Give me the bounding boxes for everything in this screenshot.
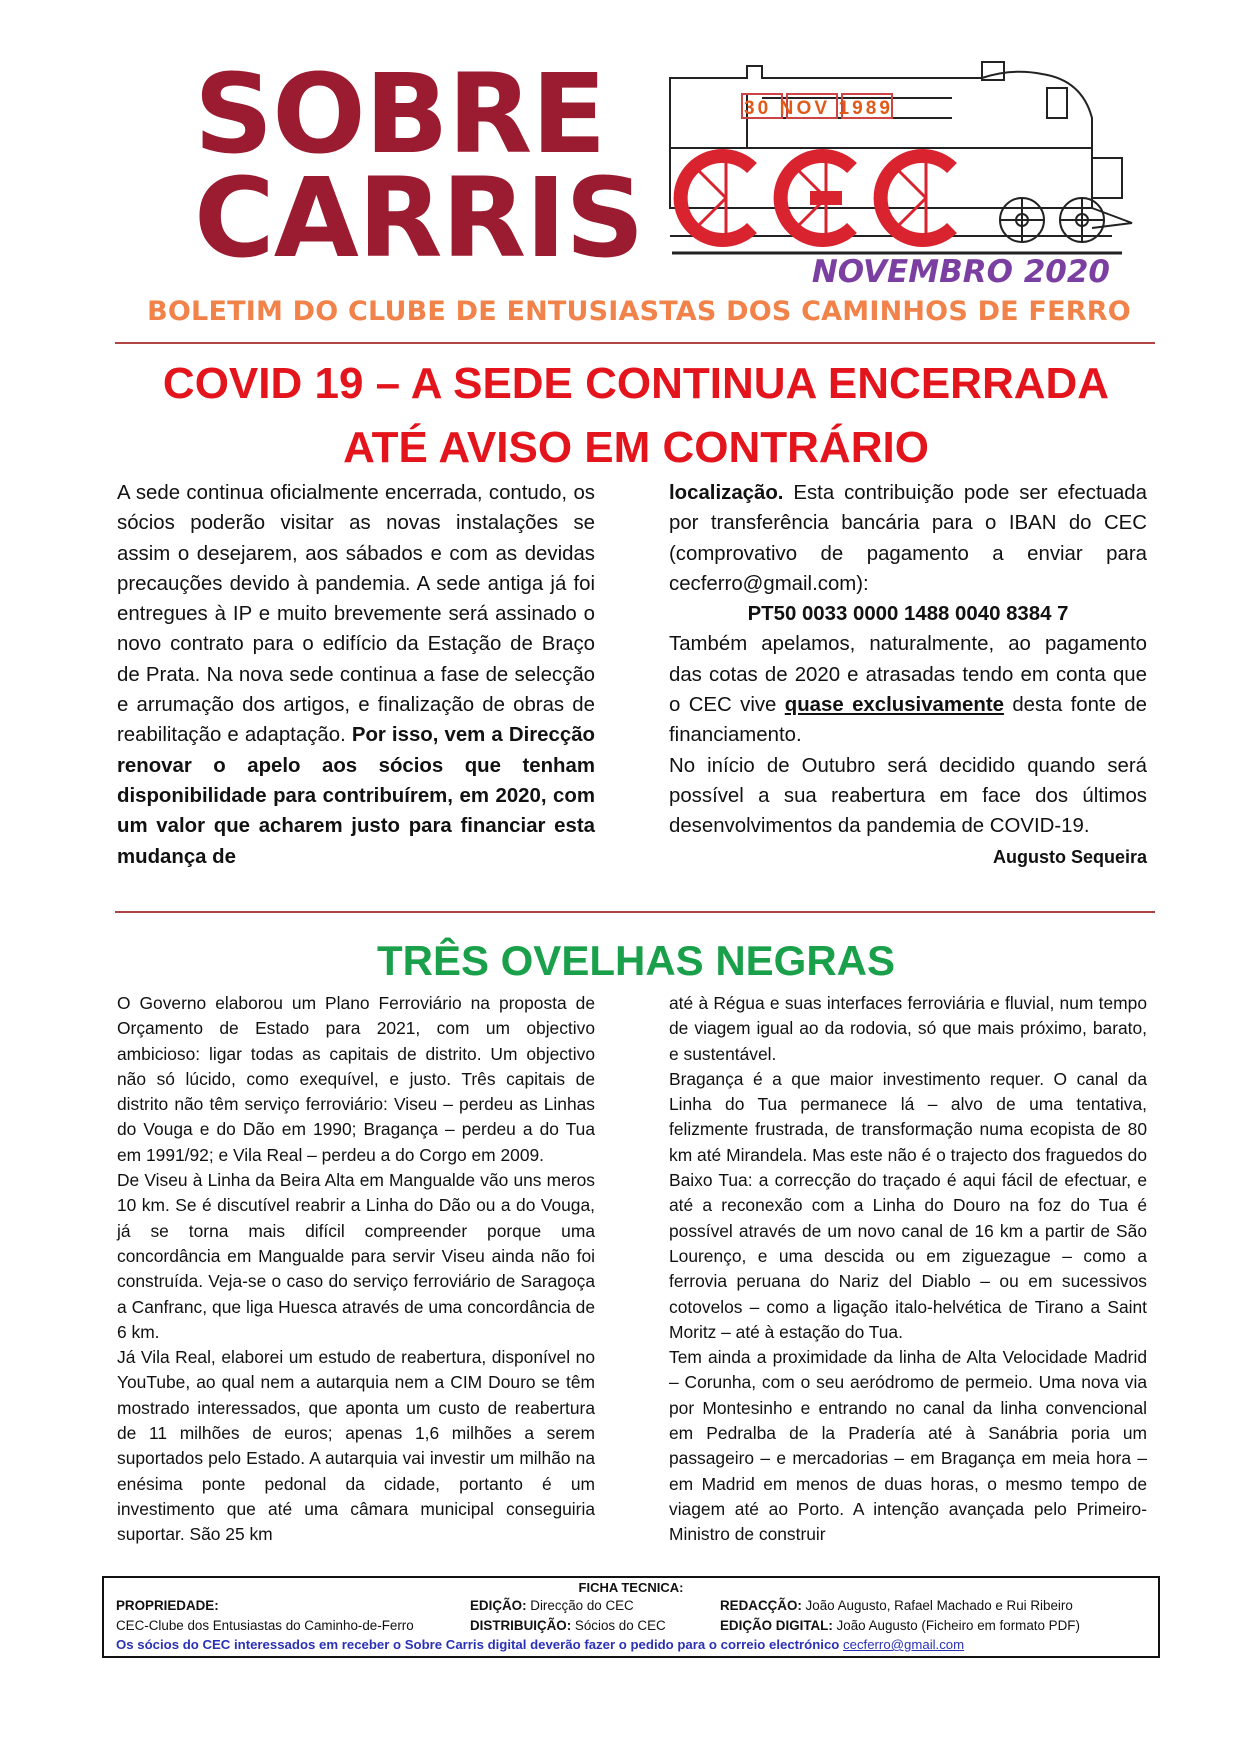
subscription-note: [116, 1637, 964, 1652]
article2-paragraph: até à Régua e suas interfaces ferroviária e fluvial, num tempo de viagem igual ao da rodovia, só que mais próximo, barato, e sustentável.: [669, 993, 1147, 1064]
article1-paragraph: [669, 629, 1147, 750]
article2-headline: TRÊS OVELHAS NEGRAS: [376, 937, 896, 984]
article1-dues-text: Também apelamos, naturalmente, ao pagamento das cotas de 2020 e atrasadas tendo em conta que o CEC vive: [669, 633, 1147, 717]
propriedade-value: CEC-Clube dos Entusiastas do Caminho-de-Ferro: [116, 1618, 414, 1633]
article1-appeal-text: Por isso, vem a Direcção renovar o apelo aos sócios que tenham disponibilidade para contribuírem, em 2020, com um valor que acharem justo para financiar esta mudança de: [117, 724, 595, 868]
propriedade-label: PROPRIEDADE:: [116, 1598, 219, 1613]
edicao-digital-label: EDIÇÃO DIGITAL:: [720, 1618, 833, 1633]
date-badge-text: 30 NOV 1989: [744, 98, 890, 119]
edicao-digital-value: João Augusto (Ficheiro em formato PDF): [832, 1618, 1080, 1633]
masthead: [112, 50, 1160, 356]
edicao-digital-row: [720, 1618, 1080, 1633]
distribuicao-value: Sócios do CEC: [571, 1618, 666, 1633]
distribuicao-row: [470, 1618, 666, 1633]
article1-dues-text-end: desta fonte de financiamento.: [669, 694, 1147, 747]
ficha-tecnica-box: [102, 1576, 1160, 1658]
email-link[interactable]: cecferro@gmail.com: [843, 1637, 965, 1652]
article2-paragraph: Bragança é a que maior investimento requer. O canal da Linha do Tua permanece lá – alvo de uma tentativa, felizmente frustrada, de transformação numa ecopista de 80 km até Mirandela. Mas este não é o trajecto dos fraguedos do Baixo Tua: a correcção do traçado é aqui fácil de efectuar, e até a reconexão com a Linha do Douro na foz do Tua é possível através de um novo canal de 16 km a partir de São Lourenço, e uma descida ou em ziguezague – como a ferrovia peruana do Nariz del Diablo – ou em sucessivos cotovelos – como a ligação italo-helvética de Tirano a Saint Moritz – até à estação do Tua.: [669, 1068, 1147, 1342]
redaccao-row: [720, 1598, 1073, 1613]
article1-transfer-text: Esta contribuição pode ser efectuada por transferência bancária para o IBAN do CEC (comprovativo de pagamento a enviar para cecferro@gmail.com):: [669, 482, 1147, 595]
title-line-1: SOBRE: [194, 50, 606, 178]
subscription-note-text: Os sócios do CEC interessados em receber o Sobre Carris digital deverão fazer o pedido para o correio electrónico: [116, 1637, 844, 1652]
ficha-title: FICHA TECNICA:: [578, 1580, 684, 1595]
edicao-value: Direcção do CEC: [526, 1598, 634, 1613]
article1-headline: [112, 352, 1160, 480]
article2-right-column: [669, 991, 1147, 1548]
article1-appeal-end: localização.: [669, 482, 784, 504]
redaccao-value: João Augusto, Rafael Machado e Rui Ribeiro: [801, 1598, 1073, 1613]
issue-date: NOVEMBRO 2020: [811, 254, 1110, 290]
article1-paragraph: [117, 478, 595, 872]
header-divider: [115, 342, 1155, 344]
article1-left-column: [117, 478, 595, 872]
edicao-row: [470, 1598, 634, 1613]
article1-right-column: [669, 478, 1147, 872]
section-divider: [115, 911, 1155, 913]
steam-locomotive-illustration: [652, 58, 1142, 258]
article1-paragraph: [669, 478, 1147, 599]
article2-paragraph: Tem ainda a proximidade da linha de Alta Velocidade Madrid – Corunha, com o seu aeródromo de permeio. Uma nova via por Montesinho e entrando no canal da linha convencional em Pedralba de la Pradería até à Sanábria poria um passageiro – e mercadorias – em Bragança em meia hora – em Madrid em menos de duas horas, o mesmo tempo de viagem até ao Porto. A intenção avançada pelo Primeiro-Ministro de construir: [669, 1347, 1147, 1545]
article2-paragraph: O Governo elaborou um Plano Ferroviário na proposta de Orçamento de Estado para 2021, com um objectivo ambicioso: ligar todas as capitais de distrito. Um objectivo não só lúcido, como exequível, e justo. Três capitais de distrito não têm serviço ferroviário: Viseu – perdeu as Linhas do Vouga e do Dão em 1990; Bragança – perdeu a do Tua em 1991/92; e Vila Real – perdeu a do Corgo em 2009.: [117, 993, 595, 1165]
article2-left-column: [117, 991, 595, 1548]
iban-number: PT50 0033 0000 1488 0040 8384 7: [747, 603, 1069, 626]
article2-paragraph: De Viseu à Linha da Beira Alta em Mangualde vão uns meros 10 km. Se é discutível reabrir a Linha do Dão ou a do Vouga, já se torna mais difícil compreender porque uma concordância em Mangualde para servir Viseu ainda não foi construída. Veja-se o caso do serviço ferroviário de Saragoça a Canfranc, que liga Huesca através de uma concordância de 6 km.: [117, 1170, 595, 1342]
redaccao-label: REDACÇÃO:: [720, 1598, 802, 1613]
distribuicao-label: DISTRIBUIÇÃO:: [470, 1618, 572, 1633]
article1-underlined-text: quase exclusivamente: [784, 694, 1004, 717]
title-line-2: CARRIS: [194, 154, 644, 282]
edicao-label: EDIÇÃO:: [470, 1598, 527, 1613]
cec-logo-letters: CEC: [652, 58, 655, 59]
article1-paragraph: No início de Outubro será decidido quando será possível a sua reabertura em face dos últimos desenvolvimentos da pandemia de COVID-19.: [669, 754, 1147, 838]
article1-title-line-2: ATÉ AVISO EM CONTRÁRIO: [343, 423, 929, 472]
article1-author: Augusto Sequeira: [992, 846, 1147, 867]
article2-paragraph: Já Vila Real, elaborei um estudo de reabertura, disponível no YouTube, ao qual nem a autarquia nem a CIM Douro se têm mostrado interessados, que aponta um custo de reabertura de 11 milhões de euros; apenas 1,6 milhões a serem suportados pelo Estado. A autarquia vai investir um milhão na enésima ponte pedonal da cidade, portanto é um investimento que até uma câmara municipal conseguiria suportar. São 25 km: [117, 1347, 595, 1545]
article1-title-line-1: COVID 19 – A SEDE CONTINUA ENCERRADA: [162, 359, 1110, 408]
bulletin-subtitle: BOLETIM DO CLUBE DE ENTUSIASTAS DOS CAMINHOS DE FERRO: [147, 296, 1131, 327]
article1-left-text: A sede continua oficialmente encerrada, contudo, os sócios poderão visitar as novas instalações se assim o desejarem, aos sábados e com as devidas precauções devido à pandemia. A sede antiga já foi entregues à IP e muito brevemente será assinado o novo contrato para o edifício da Estação de Braço de Prata. Na nova sede continua a fase de selecção e arrumação dos artigos, e finalização de obras de reabilitação e adaptação.: [117, 482, 595, 747]
cec-wheel-logo: [681, 156, 952, 240]
